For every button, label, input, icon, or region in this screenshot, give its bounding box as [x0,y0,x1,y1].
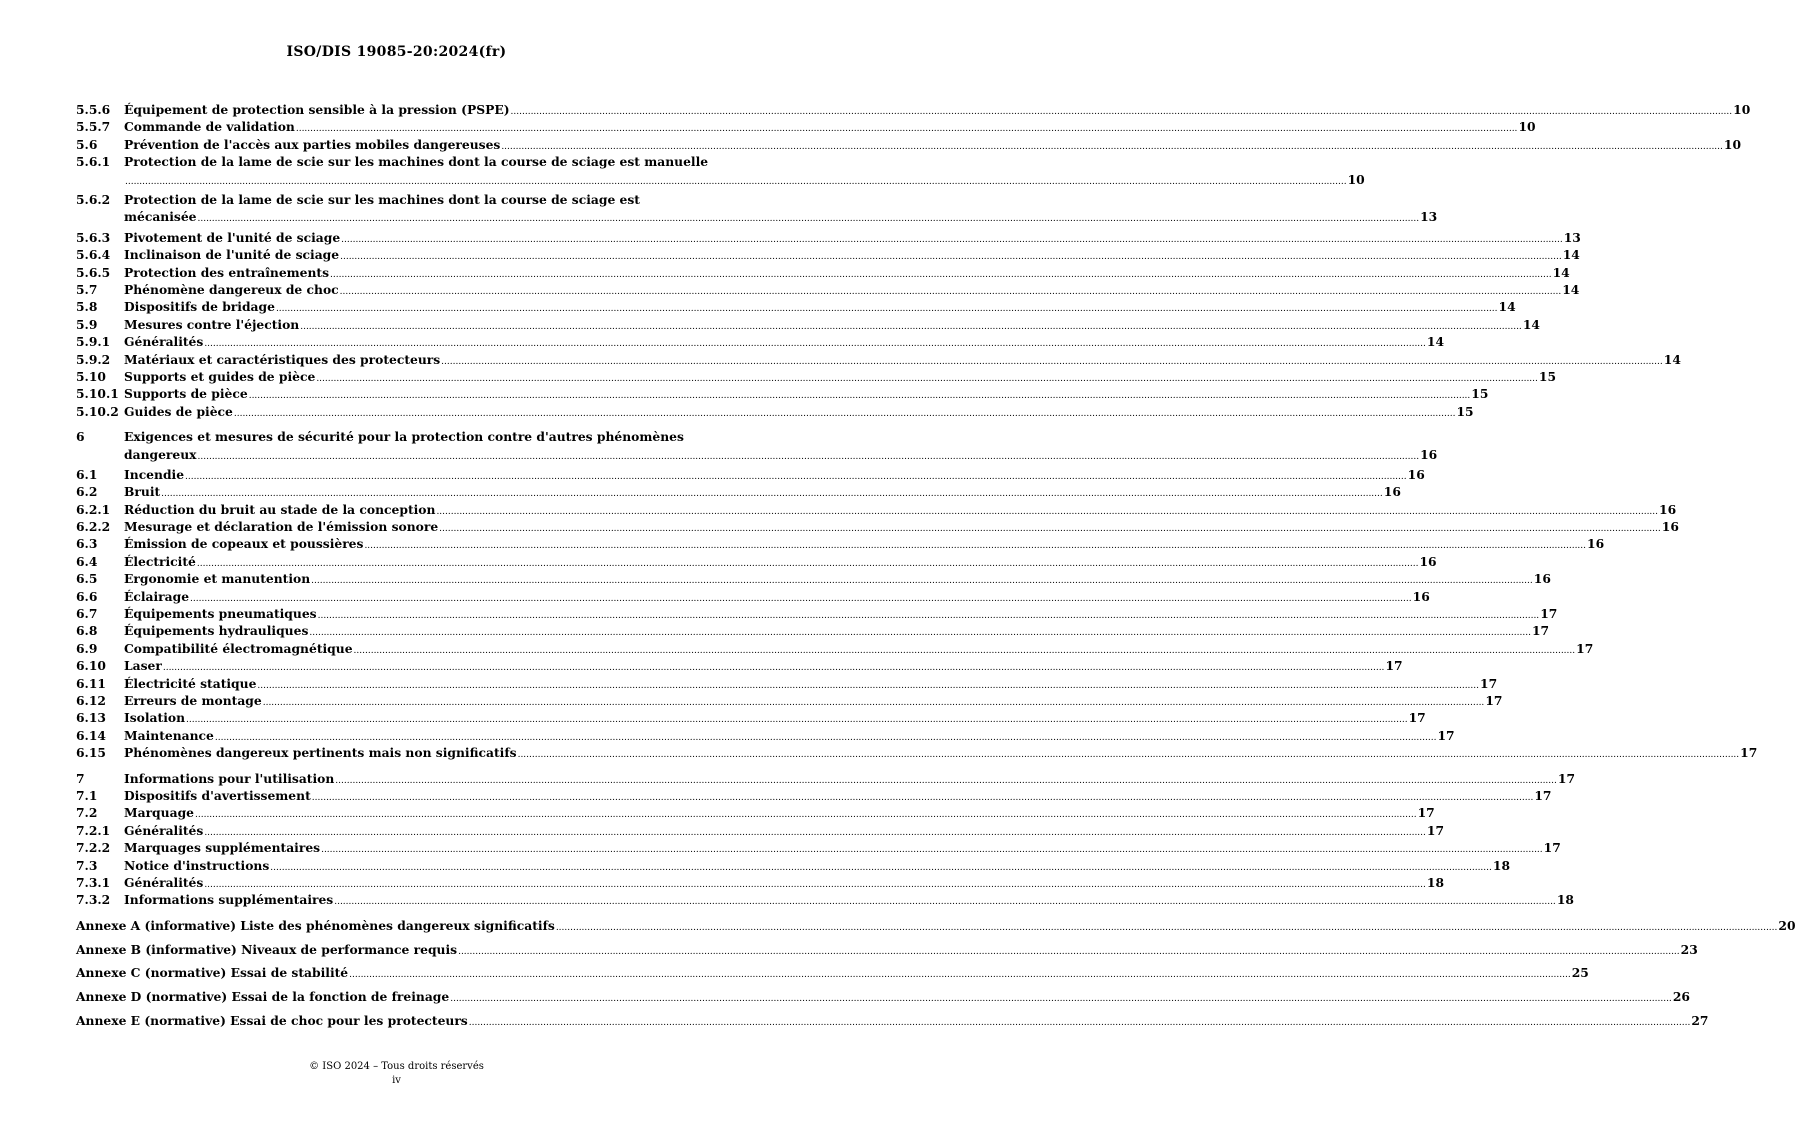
dot-leader [450,989,1672,1008]
toc-entry-title-continued: dangereux [124,446,197,462]
toc-entry-title: Généralités [124,822,204,838]
toc-entry-page: 14 [1663,351,1681,367]
toc-entry-title: Protection de la lame de scie sur les machines dont la course de sciage est [124,191,640,207]
toc-entry-page: 14 [1552,264,1570,280]
copyright-notice: © ISO 2024 – Tous droits réservés [309,1061,484,1072]
toc-entry-number: 5.6.1 [76,154,111,170]
toc-entry-page: 16 [1659,501,1677,517]
toc-entry-page: 18 [1492,857,1511,873]
toc-entry-number: 7.3.1 [76,874,111,890]
toc-entry-number: 6.15 [76,745,106,761]
toc-entry-number: 5.6.4 [76,247,111,263]
toc-entry[interactable] [76,657,1403,674]
toc-entry-title: Laser [124,658,162,674]
toc-entry[interactable] [76,351,1681,368]
toc-entry-number: 6.3 [76,536,98,552]
toc-entry-number: 5.10.1 [76,386,119,402]
toc-entry-page: 18 [1426,874,1445,890]
toc-entry-number: 7.2.1 [76,822,111,838]
toc-entry-title: Exigences et mesures de sécurité pour la protection contre d'autres phénomènes [124,429,684,445]
toc-entry-title: Supports et guides de pièce [124,368,316,384]
toc-entry-title: Équipements hydrauliques [124,623,309,639]
toc-entry[interactable] [76,229,1581,246]
toc-entry[interactable] [76,727,1455,744]
toc-entry-title: Dispositifs de bridage [124,299,275,315]
toc-entry-page: 17 [1740,745,1758,761]
dot-leader [198,447,1420,466]
toc-entry-number: 6.2 [76,484,98,500]
page-footer [0,1060,793,1088]
toc-entry[interactable] [76,570,1551,587]
toc-entry-title-continued: mécanisée [124,209,197,225]
toc-entry-title: Éclairage [124,588,190,604]
toc-entry[interactable] [76,605,1558,622]
toc-entry-page: 14 [1562,247,1580,263]
toc-entry-page: 17 [1480,675,1498,691]
dot-leader [334,892,1556,911]
toc-entry-title: Protection de la lame de scie sur les machines dont la course de sciage est manuelle [124,154,709,170]
toc-entry-page: 10 [1723,136,1742,152]
toc-entry-number: 7.1 [76,787,98,803]
dot-leader [469,1013,1691,1032]
toc-entry[interactable] [76,428,1438,466]
toc-entry[interactable] [76,191,1438,229]
toc-entry[interactable] [76,333,1445,350]
dot-leader [125,172,1347,191]
toc-entry-page: 18 [1556,892,1574,908]
toc-entry[interactable] [76,403,1474,420]
toc-entry-page: 14 [1562,281,1580,297]
dot-leader [556,918,1778,937]
toc-entry[interactable] [76,804,1435,821]
toc-entry-number: 5.8 [76,299,98,315]
toc-entry[interactable] [76,857,1511,874]
toc-annex-entry[interactable] [76,964,1589,981]
toc-entry-title: Émission de copeaux et poussières [124,536,364,552]
toc-entry-number: 5.5.6 [76,102,111,117]
toc-entry[interactable] [76,368,1557,385]
toc-entry-page: 16 [1420,446,1438,462]
dot-leader [518,745,1740,764]
toc-entry-page: 23 [1680,941,1698,957]
toc-entry[interactable] [76,483,1401,500]
toc-entry[interactable] [76,709,1426,726]
toc-entry-number: 5.7 [76,281,98,297]
toc-entry-title: Bruit [124,484,161,500]
toc-entry-page: 14 [1498,299,1516,315]
annex-title: Annexe A (informative) Liste des phénomènes dangereux significatifs [76,917,555,933]
toc-annex-entry[interactable] [76,988,1690,1005]
toc-entry-number: 6.5 [76,571,98,587]
toc-annex-entry[interactable] [76,917,1796,934]
toc-entry[interactable] [76,770,1576,787]
toc-entry-page: 26 [1672,989,1690,1005]
toc-entry-number: 5.10.2 [76,403,119,419]
toc-entry-title: Inclinaison de l'unité de sciage [124,247,340,263]
toc-entry[interactable] [76,588,1430,605]
annex-title: Annexe D (normative) Essai de la fonction de freinage [76,989,450,1005]
toc-entry-page: 15 [1538,368,1557,384]
toc-entry-number: 6 [76,429,85,445]
toc-entry[interactable] [76,501,1677,518]
toc-entry-page: 17 [1437,727,1455,743]
toc-entry-page: 15 [1471,386,1489,402]
toc-entry-title: Phénomènes dangereux pertinents mais non significatifs [124,745,517,761]
toc-entry-page: 25 [1571,965,1589,981]
toc-entry-page: 20 [1778,917,1796,933]
toc-entry[interactable] [76,264,1570,281]
toc-entry-page: 17 [1408,710,1426,726]
toc-entry-title: Réduction du bruit au stade de la conception [124,501,436,517]
dot-leader [197,209,1419,228]
toc-entry[interactable] [76,891,1574,908]
toc-entry[interactable] [76,246,1580,263]
toc-entry-title: Électricité statique [124,675,257,691]
toc-entry-number: 6.10 [76,658,106,674]
toc-entry-number: 5.6.5 [76,264,111,280]
toc-entry-page: 13 [1563,229,1581,245]
toc-entry[interactable] [76,675,1498,692]
toc-entry[interactable] [76,136,1742,153]
toc-entry-page: 17 [1557,770,1576,786]
toc-entry-number: 5.6 [76,136,98,152]
toc-entry[interactable] [76,692,1503,709]
toc-entry-page: 14 [1522,316,1540,332]
toc-entry-number: 7 [76,770,85,786]
toc-entry-title: Erreurs de montage [124,692,262,708]
toc-entry-number: 5.10 [76,368,106,384]
toc-entry-page: 14 [1426,334,1445,350]
toc-entry-title: Électricité [124,553,196,569]
toc-entry[interactable] [76,535,1605,552]
dot-leader [458,942,1680,961]
toc-entry-title: Dispositifs d'avertissement [124,787,311,803]
toc-entry-title: Phénomène dangereux de choc [124,281,339,297]
toc-entry-page: 17 [1576,640,1594,656]
toc-entry-title: Marquages supplémentaires [124,840,321,856]
toc-entry-title: Commande de validation [124,119,295,135]
toc-entry-number: 6.6 [76,588,98,604]
toc-entry[interactable] [76,822,1445,839]
toc-entry-page: 16 [1587,536,1605,552]
toc-entry-title: Supports de pièce [124,386,248,402]
toc-entry-page: 17 [1534,787,1552,803]
toc-entry-title: Informations pour l'utilisation [124,770,335,786]
toc-entry-number: 5.9.2 [76,351,111,367]
toc-entry-number: 6.12 [76,692,106,708]
toc-entry[interactable] [76,518,1679,535]
annex-title: Annexe E (normative) Essai de choc pour les protecteurs [76,1013,468,1029]
toc-entry-title: Notice d'instructions [124,857,270,873]
toc-entry[interactable] [76,839,1561,856]
toc-entry-page: 16 [1533,571,1551,587]
toc-entry-title: Pivotement de l'unité de sciage [124,229,341,245]
toc-entry-title: Mesures contre l'éjection [124,316,300,332]
toc-entry-page: 17 [1426,822,1445,838]
toc-entry[interactable] [76,298,1516,315]
toc-entry-page: 10 [1347,171,1365,187]
toc-entry-number: 5.5.7 [76,119,111,135]
toc-entry[interactable] [76,640,1594,657]
toc-entry-number: 7.3.2 [76,892,111,908]
toc-entry-title: Protection des entraînements [124,264,330,280]
toc-entry-title: Matériaux et caractéristiques des protecteurs [124,351,441,367]
toc-entry-title: Équipements pneumatiques [124,606,317,622]
toc-entry[interactable] [76,316,1540,333]
toc-entry[interactable] [76,385,1489,402]
toc-entry-number: 6.8 [76,623,98,639]
toc-entry-page: 17 [1531,623,1550,639]
toc-entry-page: 17 [1485,692,1503,708]
toc-entry-number: 6.14 [76,727,106,743]
dot-leader [234,404,1456,423]
toc-entry[interactable] [76,622,1550,639]
toc-entry-page: 27 [1691,1013,1709,1029]
toc-annex-entry[interactable] [76,941,1698,958]
toc-entry-number: 6.11 [76,675,106,691]
toc-entry-number: 5.9.1 [76,334,111,350]
toc-entry-title: Isolation [124,710,186,726]
toc-entry-page: 17 [1385,658,1403,674]
toc-entry-title: Prévention de l'accès aux parties mobiles dangereuses [124,136,501,152]
toc-annex-entry[interactable] [76,1012,1709,1029]
toc-entry-number: 5.6.2 [76,191,111,207]
toc-entry-title: Informations supplémentaires [124,892,334,908]
toc-entry-page: 16 [1419,553,1437,569]
toc-entry-number: 6.2.2 [76,519,111,535]
toc-entry[interactable] [76,118,1536,135]
toc-entry-page: 17 [1417,805,1435,821]
toc-entry[interactable] [76,101,1751,118]
toc-entry-title: Maintenance [124,727,214,743]
toc-entry-title: Compatibilité électromagnétique [124,640,353,656]
toc-entry-title: Mesurage et déclaration de l'émission sonore [124,519,439,535]
toc-entry-number: 5.6.3 [76,229,111,245]
toc-entry-page: 17 [1540,606,1558,622]
toc-entry-number: 6.2.1 [76,501,111,517]
toc-entry-title: Marquage [124,805,194,821]
toc-entry-number: 6.9 [76,640,98,656]
toc-entry[interactable] [76,281,1580,298]
page-number: iv [392,1075,401,1086]
table-of-contents [76,101,1796,1030]
dot-leader [349,965,1571,984]
toc-entry-page: 10 [1733,102,1751,117]
toc-entry[interactable] [76,153,1365,191]
toc-entry-number: 6.1 [76,466,98,482]
toc-entry[interactable] [76,787,1552,804]
annex-title: Annexe B (informative) Niveaux de performance requis [76,941,458,957]
toc-entry[interactable] [76,874,1445,891]
toc-entry-number: 7.3 [76,857,98,873]
toc-entry-number: 5.9 [76,316,98,332]
toc-entry[interactable] [76,553,1437,570]
toc-entry-page: 16 [1661,519,1679,535]
toc-entry-number: 6.7 [76,606,98,622]
document-header: ISO/DIS 19085-20:2024(fr) [286,44,507,60]
toc-entry[interactable] [76,744,1758,761]
toc-entry-page: 13 [1420,209,1438,225]
toc-entry-title: Ergonomie et manutention [124,571,311,587]
toc-entry-title: Généralités [124,334,204,350]
toc-entry-page: 16 [1383,484,1401,500]
toc-entry-title: Incendie [124,466,185,482]
toc-entry-page: 16 [1412,588,1430,604]
annex-title: Annexe C (normative) Essai de stabilité [76,965,349,981]
toc-entry-page: 15 [1456,403,1474,419]
toc-entry-number: 6.4 [76,553,98,569]
toc-entry-page: 16 [1407,466,1425,482]
toc-entry-title: Guides de pièce [124,403,233,419]
toc-entry-title: Équipement de protection sensible à la pression (PSPE) [124,102,510,117]
toc-entry-number: 6.13 [76,710,106,726]
toc-entry-number: 7.2 [76,805,98,821]
toc-entry-page: 10 [1518,119,1536,135]
toc-entry[interactable] [76,466,1425,483]
toc-entry-number: 7.2.2 [76,840,111,856]
toc-entry-title: Généralités [124,874,204,890]
toc-entry-page: 17 [1543,840,1561,856]
